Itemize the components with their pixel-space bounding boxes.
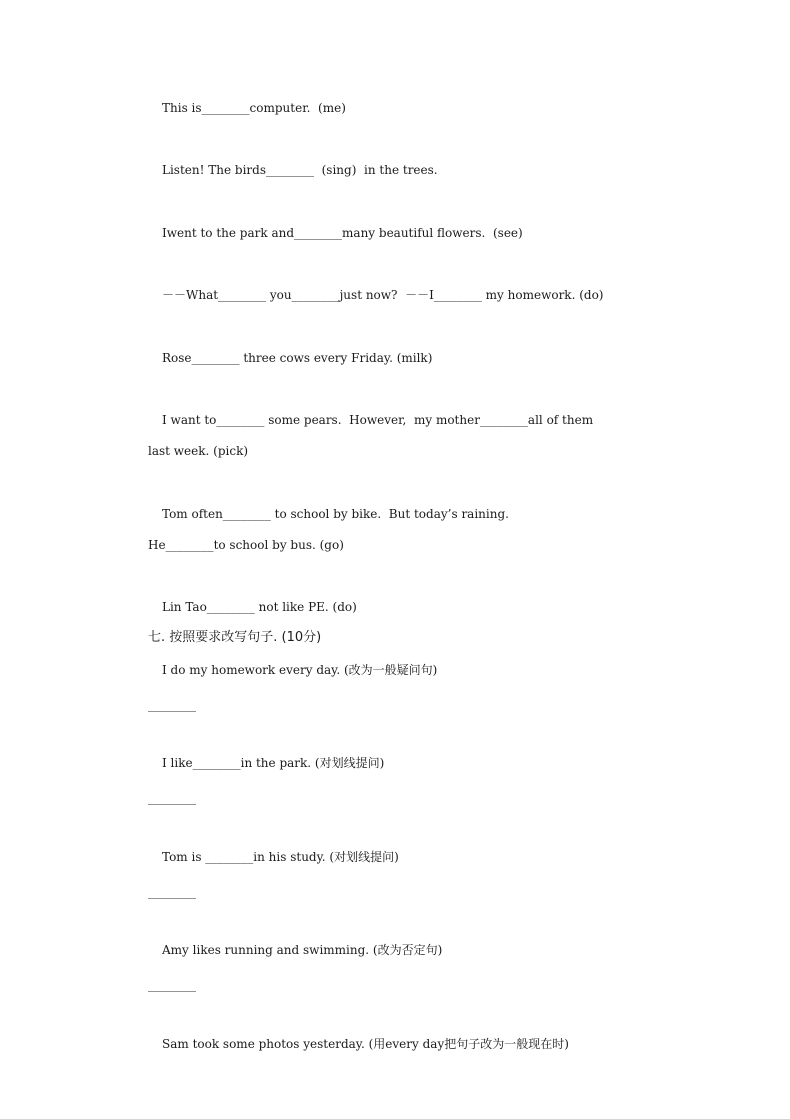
rewrite-item: I like________in the park. (对划线提问) bbox=[162, 756, 385, 770]
answer-blank: ________ bbox=[148, 978, 196, 992]
exercise-line: This is________computer. (me) bbox=[162, 101, 346, 115]
rewrite-item: Tom is ________in his study. (对划线提问) bbox=[162, 850, 399, 864]
exercise-line-continued: He________to school by bus. (go) bbox=[148, 538, 344, 552]
rewrite-item: Amy likes running and swimming. (改为否定句) bbox=[162, 943, 443, 957]
exercise-line-continued: last week. (pick) bbox=[148, 444, 249, 458]
rewrite-item: I do my homework every day. (改为一般疑问句) bbox=[162, 663, 438, 677]
exercise-line: I want to________ some pears. However, my mother________all of them bbox=[162, 413, 594, 427]
exercise-line: Lin Tao________ not like PE. (do) bbox=[162, 600, 357, 614]
answer-blank: ________ bbox=[148, 698, 196, 712]
exercise-line: Listen! The birds________ (sing) in the trees. bbox=[162, 163, 438, 177]
section-seven-heading: 七. 按照要求改写句子. (10分) bbox=[148, 630, 322, 645]
answer-blank: ________ bbox=[148, 791, 196, 805]
exercise-line: Rose________ three cows every Friday. (milk) bbox=[162, 351, 433, 365]
exercise-line: －－What________ you________just now? －－I________ my homework. (do) bbox=[162, 288, 604, 302]
exercise-line: Iwent to the park and________many beautiful flowers. (see) bbox=[162, 226, 523, 240]
answer-blank: ________ bbox=[148, 885, 196, 899]
exercise-line: Tom often________ to school by bike. But today’s raining. bbox=[162, 507, 509, 521]
rewrite-item: Sam took some photos yesterday. (用every day把句子改为一般现在时) bbox=[162, 1037, 569, 1051]
